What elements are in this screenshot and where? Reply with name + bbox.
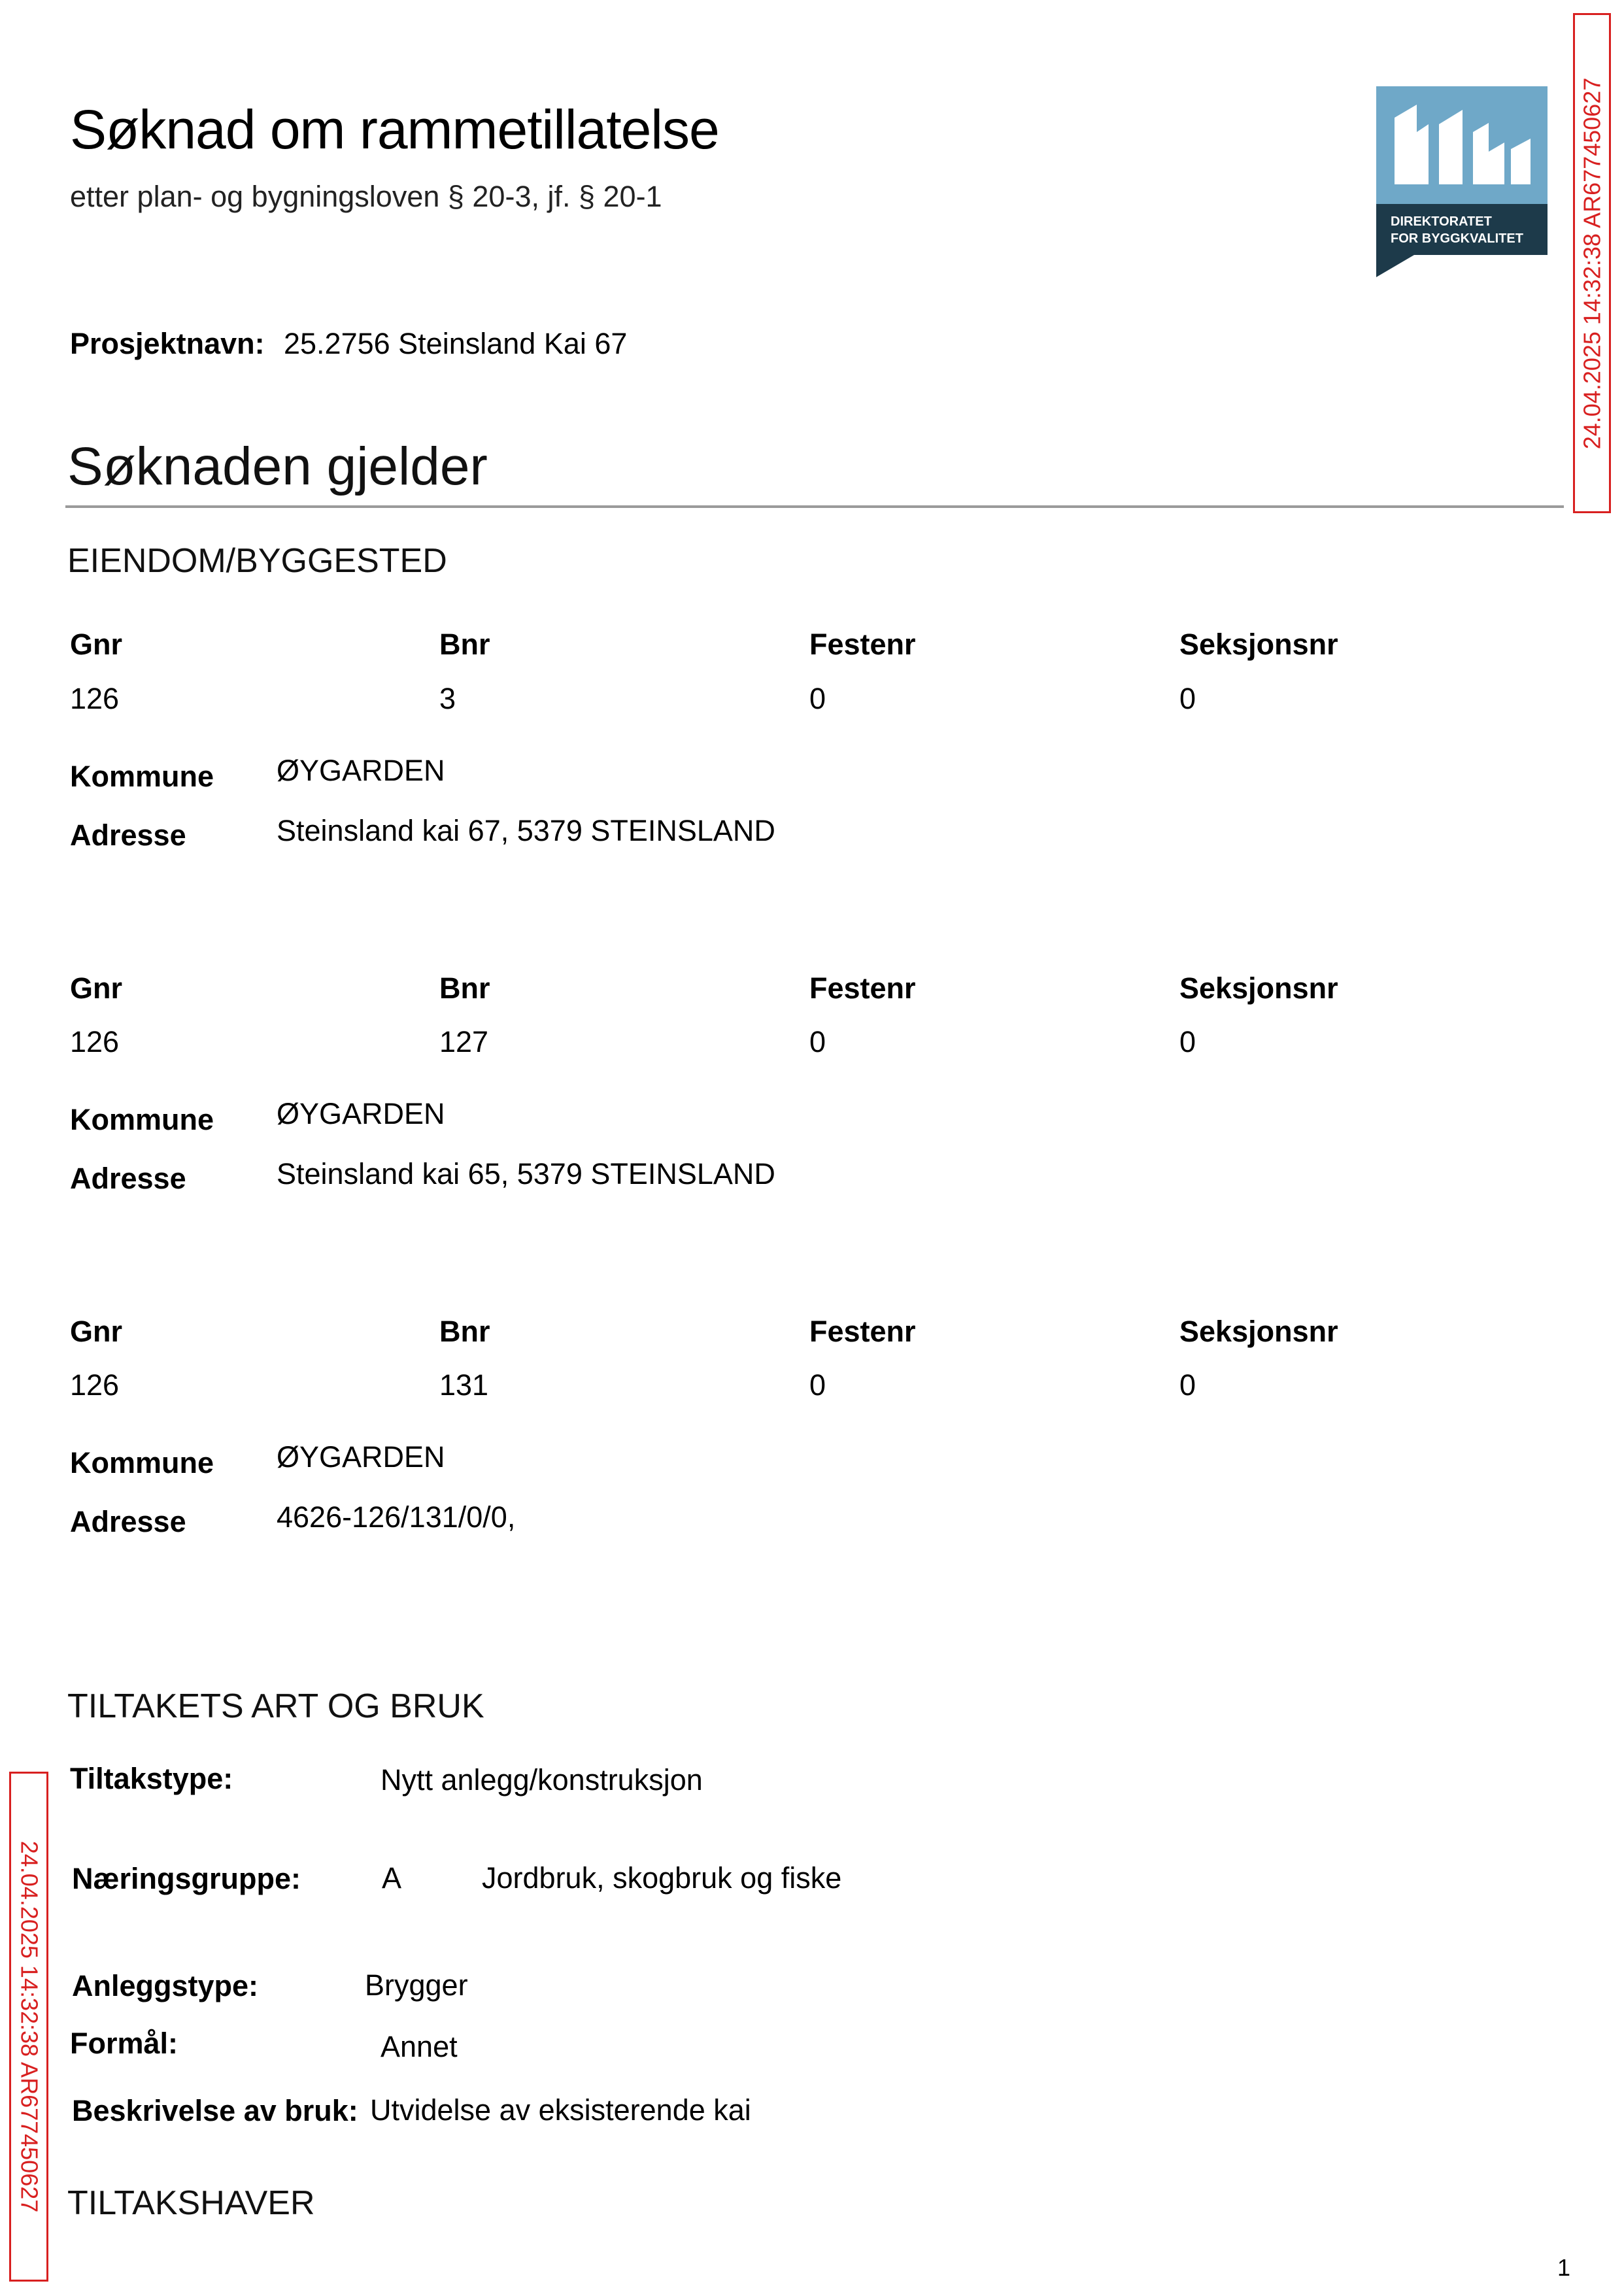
logo-tail — [1376, 255, 1414, 277]
section-divider — [65, 505, 1564, 508]
kommune-value: ØYGARDEN — [277, 754, 445, 787]
bnr-label: Bnr — [439, 628, 490, 661]
seksjonsnr-label: Seksjonsnr — [1179, 971, 1338, 1005]
formal-label: Formål: — [70, 2027, 178, 2060]
timestamp-stamp-right — [1573, 13, 1611, 513]
naeringsgruppe-code: A — [382, 1861, 402, 1895]
adresse-label: Adresse — [70, 1162, 186, 1195]
property-heading: EIENDOM/BYGGESTED — [67, 542, 447, 580]
tiltakshaver-heading: TILTAKSHAVER — [67, 2184, 315, 2222]
festenr-value: 0 — [809, 1368, 826, 1402]
festenr-value: 0 — [809, 1025, 826, 1058]
adresse-value: 4626-126/131/0/0, — [277, 1500, 516, 1534]
kommune-value: ØYGARDEN — [277, 1440, 445, 1474]
seksjonsnr-label: Seksjonsnr — [1179, 1315, 1338, 1348]
gnr-label: Gnr — [70, 1315, 123, 1348]
gnr-label: Gnr — [70, 628, 123, 661]
page-number: 1 — [1557, 2254, 1571, 2281]
anleggstype-value: Brygger — [365, 1968, 468, 2002]
anleggstype-label: Anleggstype: — [72, 1969, 259, 2002]
adresse-value: Steinsland kai 67, 5379 STEINSLAND — [277, 814, 775, 847]
gnr-value: 126 — [70, 1025, 120, 1058]
project-label: Prosjektnavn: — [70, 327, 265, 360]
seksjonsnr-value: 0 — [1179, 1368, 1196, 1402]
tiltakstype-value: Nytt anlegg/konstruksjon — [381, 1763, 703, 1796]
kommune-label: Kommune — [70, 760, 214, 793]
logo-text-line2: FOR BYGGKVALITET — [1391, 231, 1523, 246]
naeringsgruppe-label: Næringsgruppe: — [72, 1862, 301, 1895]
dibk-logo — [1376, 86, 1548, 277]
beskrivelse-label: Beskrivelse av bruk: — [72, 2094, 358, 2127]
project-name: 25.2756 Steinsland Kai 67 — [284, 327, 628, 360]
bnr-label: Bnr — [439, 971, 490, 1005]
building-icon — [1376, 86, 1548, 204]
bnr-label: Bnr — [439, 1315, 490, 1348]
naeringsgruppe-value: Jordbruk, skogbruk og fiske — [482, 1861, 842, 1895]
formal-value: Annet — [381, 2030, 458, 2063]
adresse-label: Adresse — [70, 1505, 186, 1538]
beskrivelse-value: Utvidelse av eksisterende kai — [370, 2093, 751, 2127]
bnr-value: 127 — [439, 1025, 489, 1058]
section-title: Søknaden gjelder — [67, 437, 488, 496]
document-title: Søknad om rammetillatelse — [70, 99, 719, 160]
gnr-value: 126 — [70, 682, 120, 715]
timestamp-stamp-left — [9, 1772, 48, 2282]
festenr-label: Festenr — [809, 971, 916, 1005]
kommune-label: Kommune — [70, 1446, 214, 1479]
logo-text-line1: DIREKTORATET — [1391, 214, 1492, 229]
gnr-value: 126 — [70, 1368, 120, 1402]
bnr-value: 131 — [439, 1368, 489, 1402]
adresse-value: Steinsland kai 65, 5379 STEINSLAND — [277, 1157, 775, 1190]
kommune-label: Kommune — [70, 1103, 214, 1136]
logo-text — [1376, 204, 1548, 255]
tiltak-heading: TILTAKETS ART OG BRUK — [67, 1687, 484, 1725]
logo-graphic — [1376, 86, 1548, 204]
seksjonsnr-value: 0 — [1179, 682, 1196, 715]
festenr-value: 0 — [809, 682, 826, 715]
adresse-label: Adresse — [70, 818, 186, 852]
document-subtitle: etter plan- og bygningsloven § 20-3, jf. § 20-1 — [70, 180, 662, 213]
kommune-value: ØYGARDEN — [277, 1097, 445, 1130]
stamp-text: 24.04.2025 14:32:38 AR677450627 — [16, 1840, 42, 2213]
festenr-label: Festenr — [809, 1315, 916, 1348]
stamp-text: 24.04.2025 14:32:38 AR677450627 — [1578, 77, 1605, 449]
seksjonsnr-label: Seksjonsnr — [1179, 628, 1338, 661]
tiltakstype-label: Tiltakstype: — [70, 1762, 233, 1795]
seksjonsnr-value: 0 — [1179, 1025, 1196, 1058]
festenr-label: Festenr — [809, 628, 916, 661]
bnr-value: 3 — [439, 682, 456, 715]
gnr-label: Gnr — [70, 971, 123, 1005]
